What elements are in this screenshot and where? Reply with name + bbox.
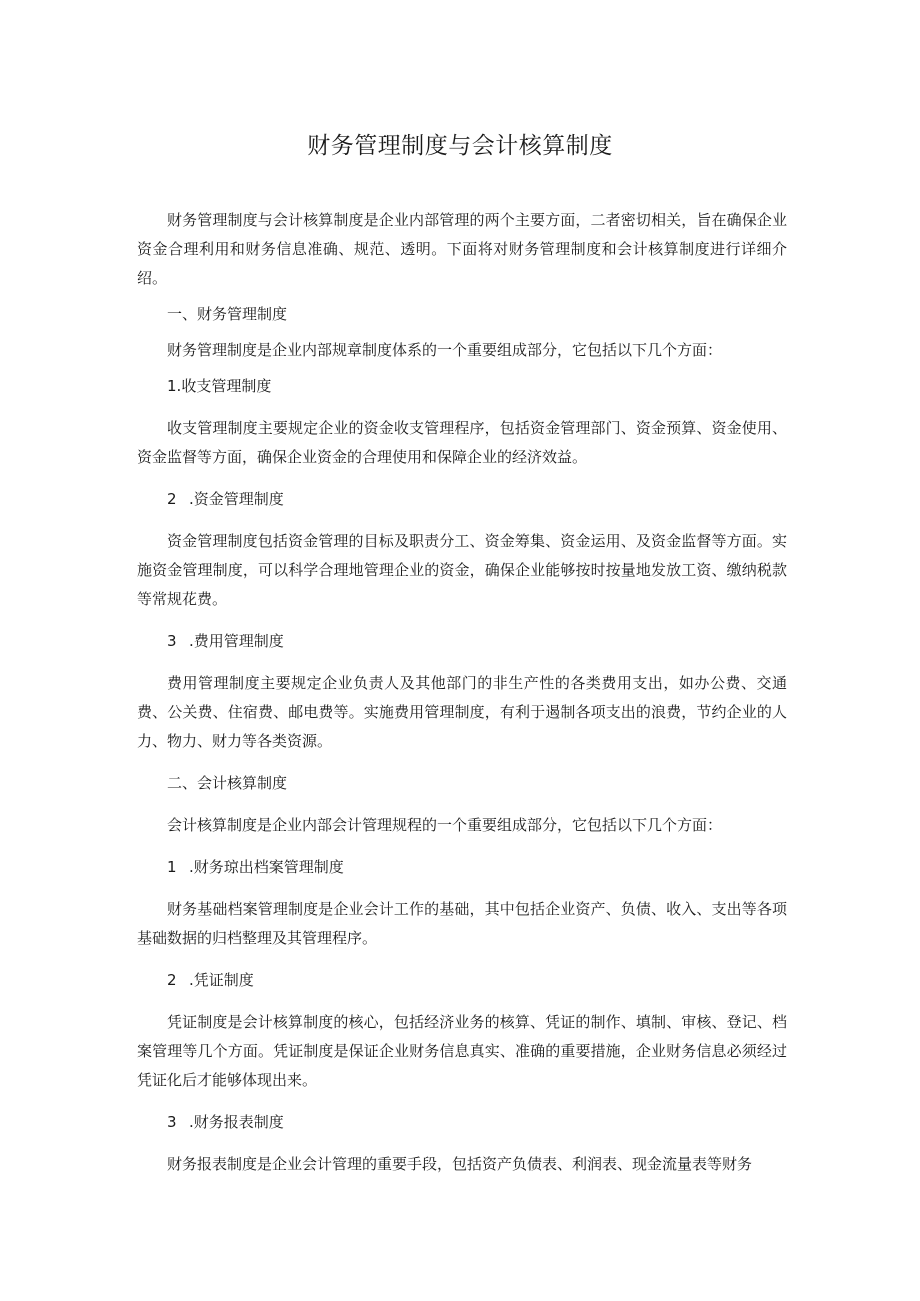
item-number: 1. xyxy=(167,377,182,395)
document-body xyxy=(137,206,787,1179)
section-heading-financial-management: 一、财务管理制度 xyxy=(167,305,288,323)
item-title: .费用管理制度 xyxy=(189,632,284,650)
item-number: 2 xyxy=(167,490,177,508)
item-heading-financial-statements xyxy=(137,1108,787,1137)
item-text-fund-management: 资金管理制度包括资金管理的目标及职责分工、资金筹集、资金运用、及资金监督等方面。实施资金管理制度，可以科学合理地管理企业的资金，确保企业能够按时按量地发放工资、缴纳税款等常规花费。 xyxy=(137,532,787,608)
item-title: 收支管理制度 xyxy=(181,377,272,395)
item-number: 3 xyxy=(167,632,177,650)
document-title: 财务管理制度与会计核算制度 xyxy=(307,133,613,159)
section-intro-financial-management: 财务管理制度是企业内部规章制度体系的一个重要组成部分，它包括以下几个方面： xyxy=(167,341,723,359)
item-text-financial-statements: 财务报表制度是企业会计管理的重要手段，包括资产负债表、利润表、现金流量表等财务 xyxy=(167,1155,753,1173)
item-title: .凭证制度 xyxy=(189,971,254,989)
item-title: .财务琼出档案管理制度 xyxy=(189,858,344,876)
item-heading-archive-management xyxy=(137,853,787,882)
item-heading-expense-management xyxy=(137,627,787,656)
item-text-voucher: 凭证制度是会计核算制度的核心，包括经济业务的核算、凭证的制作、填制、审核、登记、档案管理等几个方面。凭证制度是保证企业财务信息真实、准确的重要措施，企业财务信息必须经过凭证化后才能够体现出来。 xyxy=(137,1013,787,1089)
item-number: 2 xyxy=(167,971,177,989)
item-heading-revenue-expenditure xyxy=(137,372,787,401)
section-intro-accounting: 会计核算制度是企业内部会计管理规程的一个重要组成部分，它包括以下几个方面： xyxy=(167,816,723,834)
section-heading-accounting: 二、会计核算制度 xyxy=(167,774,288,792)
item-text-archive-management: 财务基础档案管理制度是企业会计工作的基础，其中包括企业资产、负债、收入、支出等各项基础数据的归档整理及其管理程序。 xyxy=(137,900,787,947)
item-text-expense-management: 费用管理制度主要规定企业负责人及其他部门的非生产性的各类费用支出，如办公费、交通费、公关费、住宿费、邮电费等。实施费用管理制度，有利于遏制各项支出的浪费，节约企业的人力、物力、财力等各类资源。 xyxy=(137,674,787,750)
item-number: 1 xyxy=(167,858,177,876)
intro-paragraph: 财务管理制度与会计核算制度是企业内部管理的两个主要方面，二者密切相关，旨在确保企业资金合理利用和财务信息准确、规范、透明。下面将对财务管理制度和会计核算制度进行详细介绍。 xyxy=(137,211,787,287)
item-heading-voucher xyxy=(137,966,787,995)
item-title: .财务报表制度 xyxy=(189,1113,284,1131)
item-title: .资金管理制度 xyxy=(189,490,284,508)
item-heading-fund-management xyxy=(137,485,787,514)
item-number: 3 xyxy=(167,1113,177,1131)
item-text-revenue-expenditure: 收支管理制度主要规定企业的资金收支管理程序，包括资金管理部门、资金预算、资金使用、资金监督等方面，确保企业资金的合理使用和保障企业的经济效益。 xyxy=(137,419,787,466)
